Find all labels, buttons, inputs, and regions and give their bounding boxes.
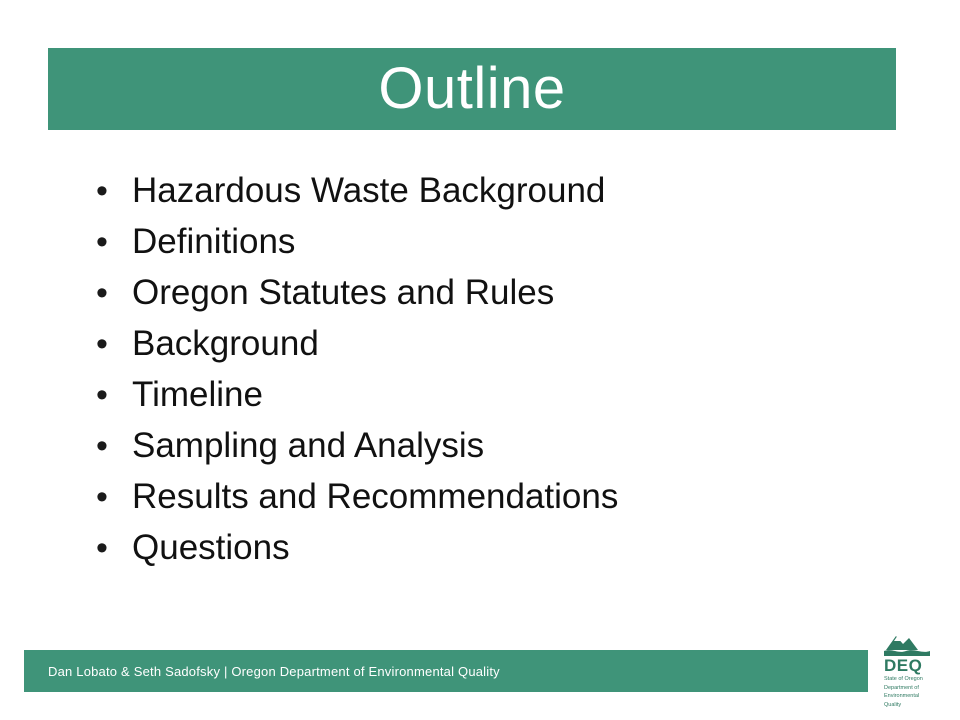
list-item	[96, 423, 896, 471]
list-item	[96, 372, 896, 420]
deq-wordmark: DEQ	[884, 656, 923, 675]
title-banner	[48, 48, 896, 130]
list-item	[96, 321, 896, 369]
list-item-label: Background	[132, 324, 319, 363]
list-item-label: Sampling and Analysis	[132, 426, 485, 465]
list-item	[96, 525, 896, 573]
list-item-label: Definitions	[132, 222, 296, 261]
deq-logo	[884, 630, 946, 708]
list-item-label: Timeline	[132, 375, 263, 414]
bullet-icon: •	[96, 376, 108, 414]
bullet-icon: •	[96, 223, 108, 261]
bullet-icon: •	[96, 274, 108, 312]
footer-attribution: Dan Lobato & Seth Sadofsky | Oregon Department of Environmental Quality	[48, 663, 500, 679]
bullet-icon: •	[96, 427, 108, 465]
bullet-icon: •	[96, 478, 108, 516]
mountain-river-icon	[884, 630, 930, 656]
list-item	[96, 474, 896, 522]
outline-bullet-list	[96, 168, 896, 576]
logo-line-environmental: Environmental	[884, 693, 920, 699]
list-item-label: Hazardous Waste Background	[132, 171, 606, 210]
footer-bar	[24, 650, 868, 692]
bullet-icon: •	[96, 325, 108, 363]
list-item-label: Questions	[132, 528, 290, 567]
list-item	[96, 168, 896, 216]
logo-line-state: State of Oregon	[884, 676, 923, 682]
logo-line-quality: Quality	[884, 701, 902, 708]
bullet-icon: •	[96, 172, 108, 210]
page-title: Outline	[378, 56, 566, 121]
list-item	[96, 219, 896, 267]
list-item-label: Results and Recommendations	[132, 477, 619, 516]
list-item	[96, 270, 896, 318]
bullet-icon: •	[96, 529, 108, 567]
list-item-label: Oregon Statutes and Rules	[132, 273, 555, 312]
logo-line-department: Department of	[884, 684, 919, 691]
